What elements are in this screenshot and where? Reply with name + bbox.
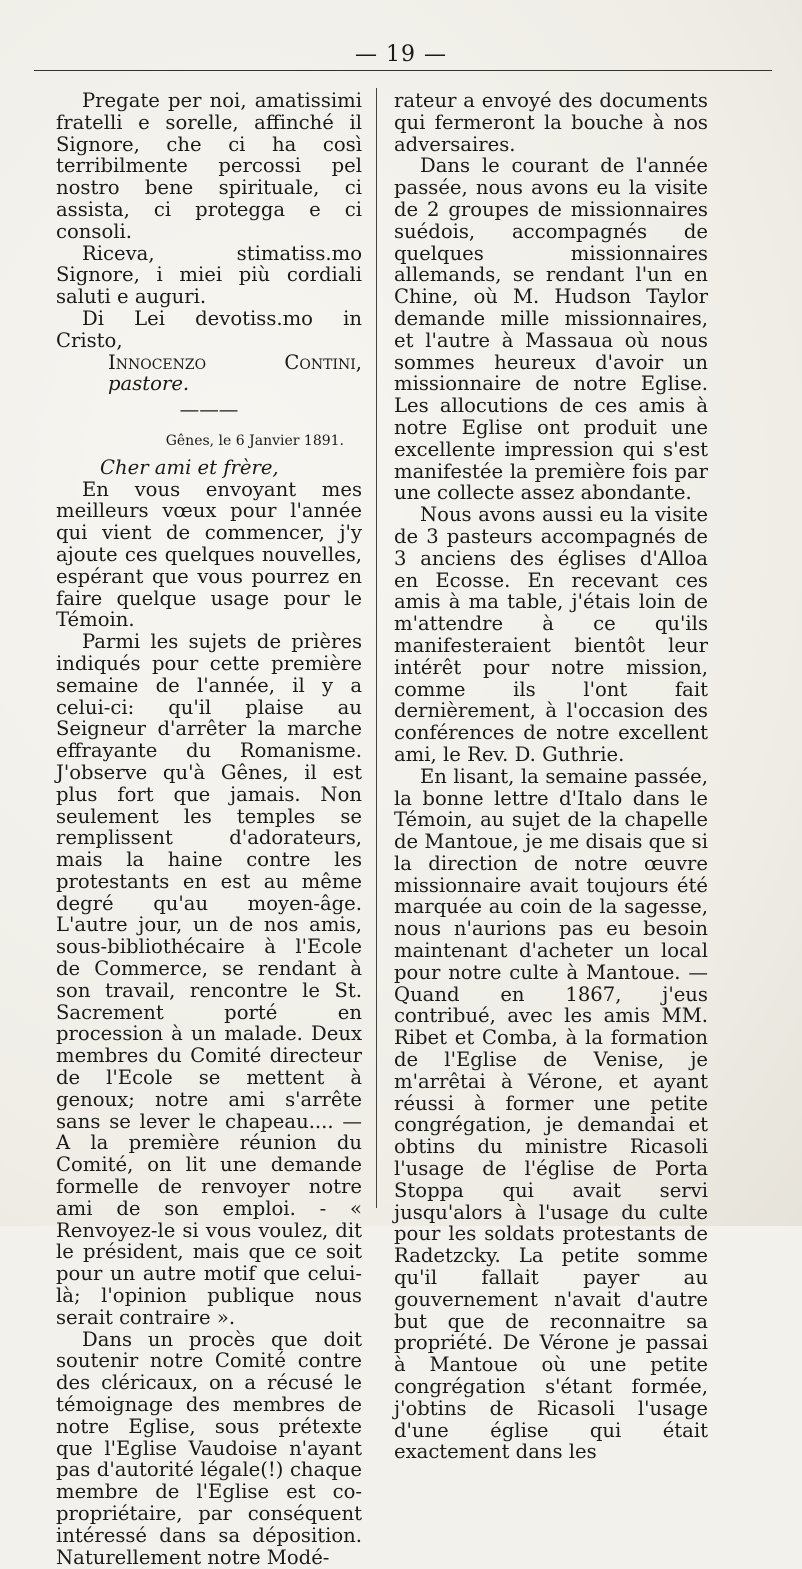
paragraph-7: En lisant, la semaine passée, la bonne lettre d'Italo dans le Témoin, au sujet de la chapelle de Mantoue, je me disais que si la direction de notre œuvre missionnaire avait toujours été marquée au coin de la sagesse, nous n'aurions pas eu besoin maintenant d'acheter un local pour notre culte à Mantoue. — Quand en 1867, j'eus contribué, avec les amis MM. Ribet et Comba, à la formation de l'Eglise de Venise, je m'arrêtai à Vérone, et ayant réussi à former une petite congrégation, je demandai et obtins du ministre Ricasoli l'usage de l'église de Porta Stoppa qui avait servi jusqu'alors à l'usage du culte pour les soldats protestants de Radetzcky. La petite somme qu'il fallait payer au gouvernement n'avait d'autre but que de reconnaitre sa propriété. De Vérone je passai à Mantoue où une petite congrégation s'étant formée, j'obtins de Ricasoli l'usage d'une église qui était exactement dans les <box>394 764 708 1464</box>
paragraph-4: rateur a envoyé des documents qui fermeront la bouche à nos adversaires. <box>394 89 708 156</box>
left-column <box>56 90 362 1568</box>
italian-letter-body: Pregate per noi, amatissimi fratelli e sorelle, affinché il Signore, che ci ha così terribilmente percossi pel nostro bene spirituale, ci assista, ci protegga e ci consoli. <box>56 89 362 243</box>
letter-dateline: Gênes, le 6 Janvier 1891. <box>165 432 344 449</box>
header-rule <box>34 70 772 71</box>
letter-greeting: Cher ami et frère, <box>100 455 279 479</box>
section-separator: ——— <box>179 398 239 422</box>
column-divider <box>376 88 377 1208</box>
right-column <box>394 90 708 1463</box>
paragraph-2: Parmi les sujets de prières indiqués pour cette première semaine de l'année, il y a celui-ci: qu'il plaise au Seigneur d'arrêter la marche effrayante du Romanisme. J'observe qu'à Gênes, il est plus fort que jamais. Non seulement les temples se remplissent d'adorateurs, mais la haine contre les protestants en est au même degré qu'au moyen-âge. L'autre jour, un de nos amis, sous-bibliothécaire à l'Ecole de Commerce, se rendant à son travail, rencontre le St. Sacrement porté en procession à un malade. Deux membres du Comité directeur de l'Ecole se mettent à genoux; notre ami s'arrête sans se lever le chapeau.... — A la première réunion du Comité, on lit une demande formelle de renvoyer notre ami de son emploi. - « Renvoyez-le si vous voulez, dit le président, mais que ce soit pour un autre motif que celui-là; l'opinion publique nous serait contraire ». <box>56 630 362 1329</box>
paragraph-6: Nous avons aussi eu la visite de 3 pasteurs accompagnés de 3 anciens des églises d'Alloa en Ecosse. En recevant ces amis à ma table, j'étais loin de m'attendre à ce qu'ils manifesteraient bientôt leur intérêt pour notre mission, comme ils l'ont fait dernièrement, à l'occasion des conférences de notre excellent ami, le Rev. D. Guthrie. <box>394 503 708 766</box>
paragraph-1: En vous envoyant mes meilleurs vœux pour l'année qui vient de commencer, j'y ajoute ces quelques nouvelles, espérant que vous pourrez en faire quelque usage pour le Témoin. <box>56 477 362 632</box>
italian-letter-closing: Riceva, stimatiss.mo Signore, i miei più cordiali saluti e auguri. <box>56 241 362 309</box>
signature-title: pastore. <box>108 372 190 396</box>
paragraph-5: Dans le courant de l'année passée, nous avons eu la visite de 2 groupes de missionnaires suédois, accompagnés de quelques missionnaires allemands, se rendant l'un en Chine, où M. Hudson Taylor demande mille missionnaires, et l'autre à Massaua où nous sommes heureux d'avoir un missionnaire de notre Eglise. Les allocutions de ces amis à notre Eglise ont produit une excellente impression qui s'est manifestée la première fois par une collecte assez abondante. <box>394 154 708 505</box>
signature-name: Innocenzo Contini, <box>108 350 362 374</box>
signature <box>56 352 362 396</box>
paragraph-3: Dans un procès que doit soutenir notre Comité contre des cléricaux, on a récusé le témoignage des membres de notre Eglise, sous prétexte que l'Eglise Vaudoise n'ayant pas d'autorité légale(!) chaque membre de l'Eglise est co-propriétaire, par conséquent intéressé dans sa déposition. Naturellement notre Modé- <box>56 1327 362 1569</box>
page-number: — 19 — <box>355 42 447 67</box>
italian-letter-devotion: Di Lei devotiss.mo in Cristo, <box>56 306 362 352</box>
